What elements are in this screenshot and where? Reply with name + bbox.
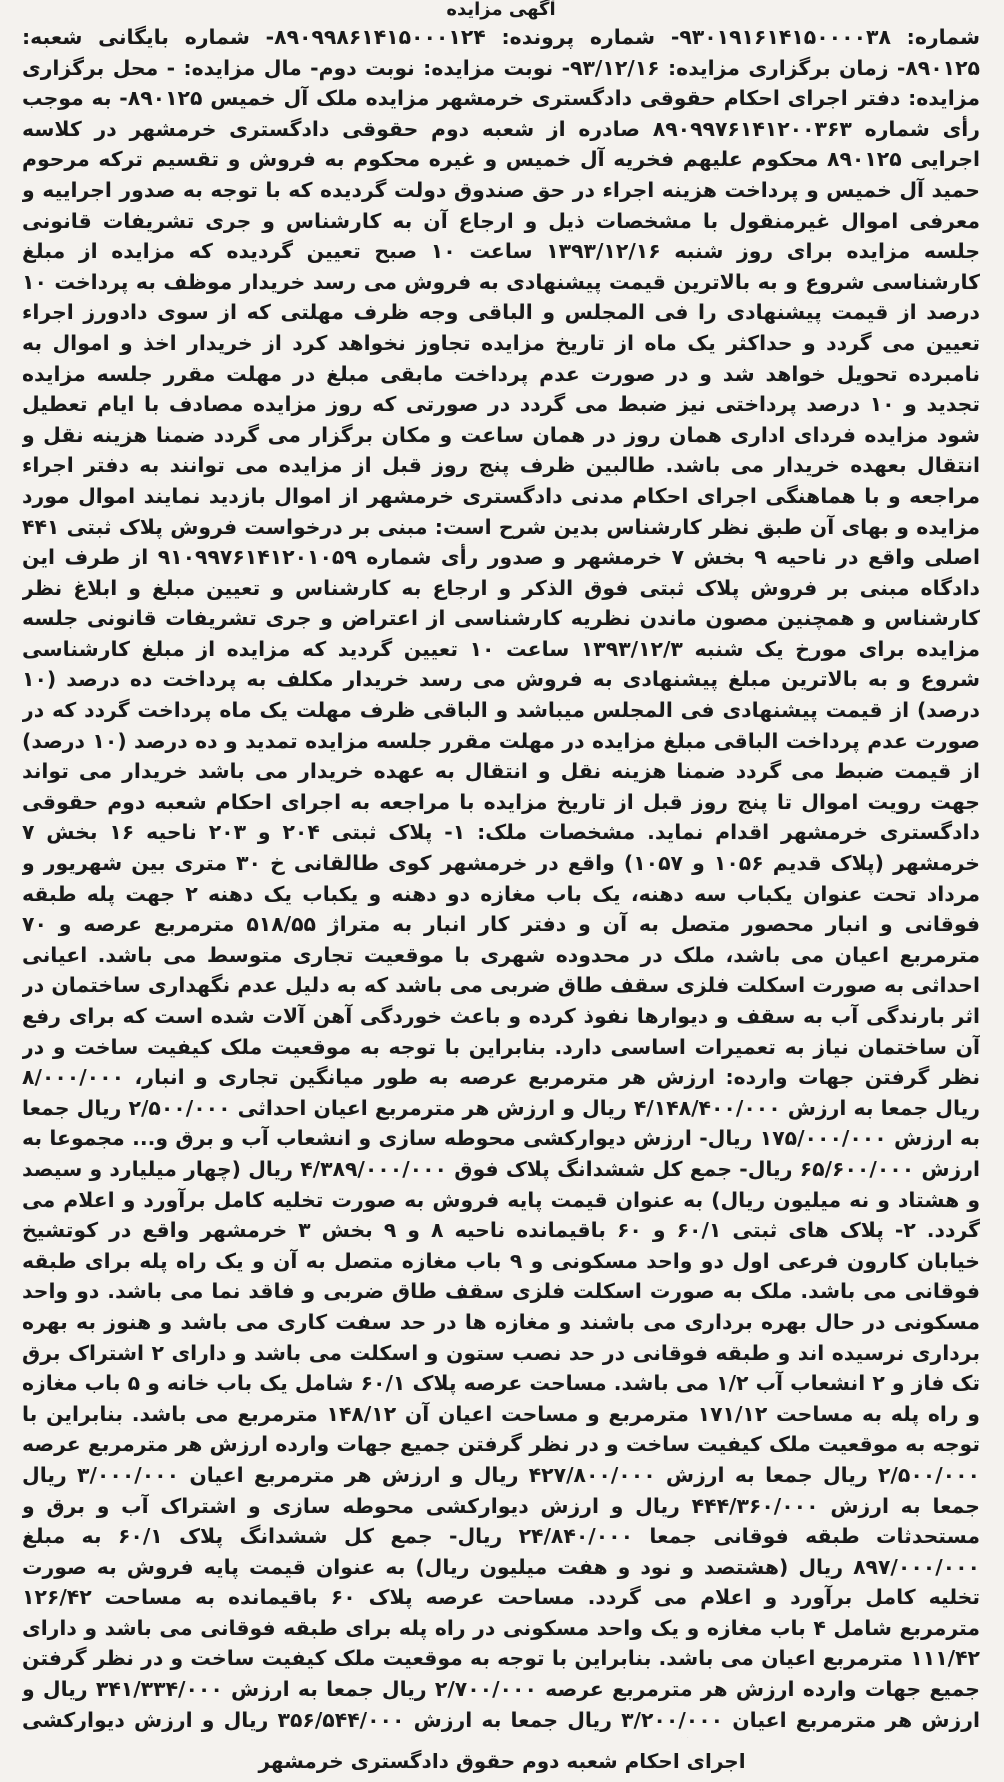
notice-body: شماره: ۹۳۰۱۹۱۶۱۴۱۵۰۰۰۰۳۸- شماره پرونده: ۸۹۰۹۹۸۶۱۴۱۵۰۰۰۱۲۴- شماره بایگانی شعبه: ۸۹۰۱۲۵- زمان برگزاری مزایده: ۹۳/۱۲/۱۶- نوبت مزایده: نوبت دوم- مال مزایده: - محل برگزاری مزایده: دفتر اجرای احکام حقوقی دادگستری خرمشهر مزایده ملک آل خمیس ۸۹۰۱۲۵- به موجب رأی شماره ۸۹۰۹۹۷۶۱۴۱۲۰۰۳۶۳ صادره از شعبه دوم حقوقی دادگستری خرمشهر در کلاسه اجرایی ۸۹۰۱۲۵ محکوم علیهم فخریه آل خمیس و غیره محکوم به فروش و تقسیم ترکه مرحوم حمید آل خمیس و پرداخت هزینه اجراء در حق صندوق دولت گردیده که با توجه به صدور اجراییه و معرفی اموال غیرمنقول با مشخصات ذیل و ارجاع آن به کارشناس و جری تشریفات قانونی جلسه مزایده برای روز شنبه ۱۳۹۳/۱۲/۱۶ ساعت ۱۰ صبح تعیین گردیده که مزایده از مبلغ کارشناسی شروع و به بالاترین قیمت پیشنهادی به فروش می رسد خریدار موظف به پرداخت ۱۰ درصد از قیمت پیشنهادی را فی المجلس و الباقی وجه ظرف مهلتی که از سوی دادورز اجراء تعیین می گردد و حداکثر یک ماه از تاریخ مزایده تجاوز نخواهد کرد از خریدار اخذ و اموال به نامبرده تحویل خواهد شد و در صورت عدم پرداخت مابقی مبلغ در مهلت مقرر جلسه مزایده تجدید و ۱۰ درصد پرداختی نیز ضبط می گردد در صورتی که روز مزایده مصادف با ایام تعطیل شود مزایده فردای اداری همان روز در همان ساعت و مکان برگزار می گردد ضمنا هزینه نقل و انتقال بعهده خریدار می باشد. طالبین ظرف پنج روز قبل از مزایده می توانند به دفتر اجراء مراجعه و با هماهنگی اجرای احکام مدنی دادگستری خرمشهر از اموال بازدید نمایند اموال مورد مزایده و بهای آن طبق نظر کارشناس بدین شرح است: مبنی بر درخواست فروش پلاک ثبتی ۴۴۱ اصلی واقع در ناحیه ۹ بخش ۷ خرمشهر و صدور رأی شماره ۹۱۰۹۹۷۶۱۴۱۲۰۱۰۵۹ از طرف این دادگاه مبنی بر فروش پلاک ثبتی فوق الذکر و ارجاع به کارشناس و تعیین مبلغ و ابلاغ نظر کارشناس و همچنین مصون ماندن نظریه کارشناسی از اعتراض و جری تشریفات قانونی جلسه مزایده برای مورخ یک شنبه ۱۳۹۳/۱۲/۳ ساعت ۱۰ تعیین گردید که مزایده از مبلغ کارشناسی شروع و به بالاترین مبلغ پیشنهادی به فروش می رسد خریدار مکلف به پرداخت ده درصد (۱۰ درصد) از قیمت پیشنهادی فی المجلس میباشد و الباقی ظرف مهلت یک ماه پرداخت گردد که در صورت عدم پرداخت الباقی مبلغ مزایده در مهلت مقرر جلسه مزایده تمدید و ده درصد (۱۰ درصد) از قیمت ضبط می گردد ضمنا هزینه نقل و انتقال به عهده خریدار می باشد خریدار می تواند جهت رویت اموال تا پنج روز قبل از تاریخ مزایده با مراجعه به اجرای احکام شعبه دوم حقوقی دادگستری خرمشهر اقدام نماید. مشخصات ملک: ۱- پلاک ثبتی ۲۰۴ و ۲۰۳ ناحیه ۱۶ بخش ۷ خرمشهر (پلاک قدیم ۱۰۵۶ و ۱۰۵۷) واقع در خرمشهر کوی طالقانی خ ۳۰ متری بین شهریور و مرداد تحت عنوان یکباب سه دهنه، یک باب مغازه دو دهنه و یکباب یک دهنه ۲ جهت پله طبقه فوقانی و انبار محصور متصل به آن و دفتر کار انبار به متراژ ۵۱۸/۵۵ مترمربع عرصه و ۷۰ مترمربع اعیان می باشد، ملک در محدوده شهری با موقعیت تجاری متوسط می باشد. اعیانی احداثی به صورت اسکلت فلزی سقف طاق ضربی می باشد که به دلیل عدم نگهداری ساختمان در اثر بارندگی آب به سقف و دیوارها نفوذ کرده و باعث خوردگی آهن آلات شده است که برای رفع آن ساختمان نیاز به تعمیرات اساسی دارد. بنابراین با توجه به موقعیت ملک کیفیت ساخت و در نظر گرفتن جهات وارده: ارزش هر مترمربع عرصه به طور میانگین تجاری و انبار، ۸/۰۰۰/۰۰۰ ریال جمعا به ارزش ۴/۱۴۸/۴۰۰/۰۰۰ ریال و ارزش هر مترمربع اعیان احداثی ۲/۵۰۰/۰۰۰ ریال جمعا به ارزش ۱۷۵/۰۰۰/۰۰۰ ریال- ارزش دیوارکشی محوطه سازی و انشعاب آب و برق و... مجموعا به ارزش ۶۵/۶۰۰/۰۰۰ ریال- جمع کل ششدانگ پلاک فوق ۴/۳۸۹/۰۰۰/۰۰۰ ریال (چهار میلیارد و سیصد و هشتاد و نه میلیون ریال) به عنوان قیمت پایه فروش به صورت تخلیه کامل برآورد و اعلام می گردد. ۲- پلاک های ثبتی ۶۰/۱ و ۶۰ باقیمانده ناحیه ۸ و ۹ بخش ۳ خرمشهر واقع در کوتشیخ خیابان کارون فرعی اول دو واحد مسکونی و ۹ باب مغازه متصل به آن و یک راه پله برای طبقه فوقانی می باشد. ملک به صورت اسکلت فلزی سقف طاق ضربی و فاقد نما می باشد. دو واحد مسکونی در حال بهره برداری می باشند و مغازه ها در حد سفت کاری می باشد و هنوز به بهره برداری نرسیده اند و طبقه فوقانی در حد نصب ستون و اسکلت می باشد و دارای ۲ اشتراک برق تک فاز و ۲ انشعاب آب ۱/۲ می باشد. مساحت عرصه پلاک ۶۰/۱ شامل یک باب خانه و ۵ باب مغازه و راه پله به مساحت ۱۷۱/۱۲ مترمربع و مساحت اعیان آن ۱۴۸/۱۲ مترمربع می باشد. بنابراین با توجه به موقعیت ملک کیفیت ساخت و در نظر گرفتن جمیع جهات وارده ارزش هر مترمربع عرصه ۲/۵۰۰/۰۰۰ ریال جمعا به ارزش ۴۲۷/۸۰۰/۰۰۰ ریال و ارزش هر مترمربع اعیان ۳/۰۰۰/۰۰۰ ریال جمعا به ارزش ۴۴۴/۳۶۰/۰۰۰ ریال و ارزش دیوارکشی محوطه سازی و اشتراک آب و برق و مستحدثات طبقه فوقانی جمعا ۲۴/۸۴۰/۰۰۰ ریال- جمع کل ششدانگ پلاک ۶۰/۱ به مبلغ ۸۹۷/۰۰۰/۰۰۰ ریال (هشتصد و نود و هفت میلیون ریال) به عنوان قیمت پایه فروش به صورت تخلیه کامل برآورد و اعلام می گردد. مساحت عرصه پلاک ۶۰ باقیمانده به مساحت ۱۲۶/۴۲ مترمربع شامل ۴ باب مغازه و یک واحد مسکونی در راه پله برای طبقه فوقانی می باشد و دارای ۱۱۱/۴۲ مترمربع اعیان می باشد. بنابراین با توجه به موقعیت ملک کیفیت ساخت و در نظر گرفتن جمیع جهات وارده ارزش هر مترمربع عرصه ۲/۷۰۰/۰۰۰ ریال جمعا به ارزش ۳۴۱/۳۳۴/۰۰۰ ریال و ارزش هر مترمربع اعیان ۳/۲۰۰/۰۰۰ ریال جمعا به ارزش ۳۵۶/۵۴۴/۰۰۰ ریال و ارزش دیوارکشی xyxy=(22,25,980,1732)
notice-signature: اجرای احکام شعبه دوم حقوق دادگستری خرمشهر xyxy=(258,1749,746,1773)
notice-title: آگهی مزایده xyxy=(446,0,556,20)
